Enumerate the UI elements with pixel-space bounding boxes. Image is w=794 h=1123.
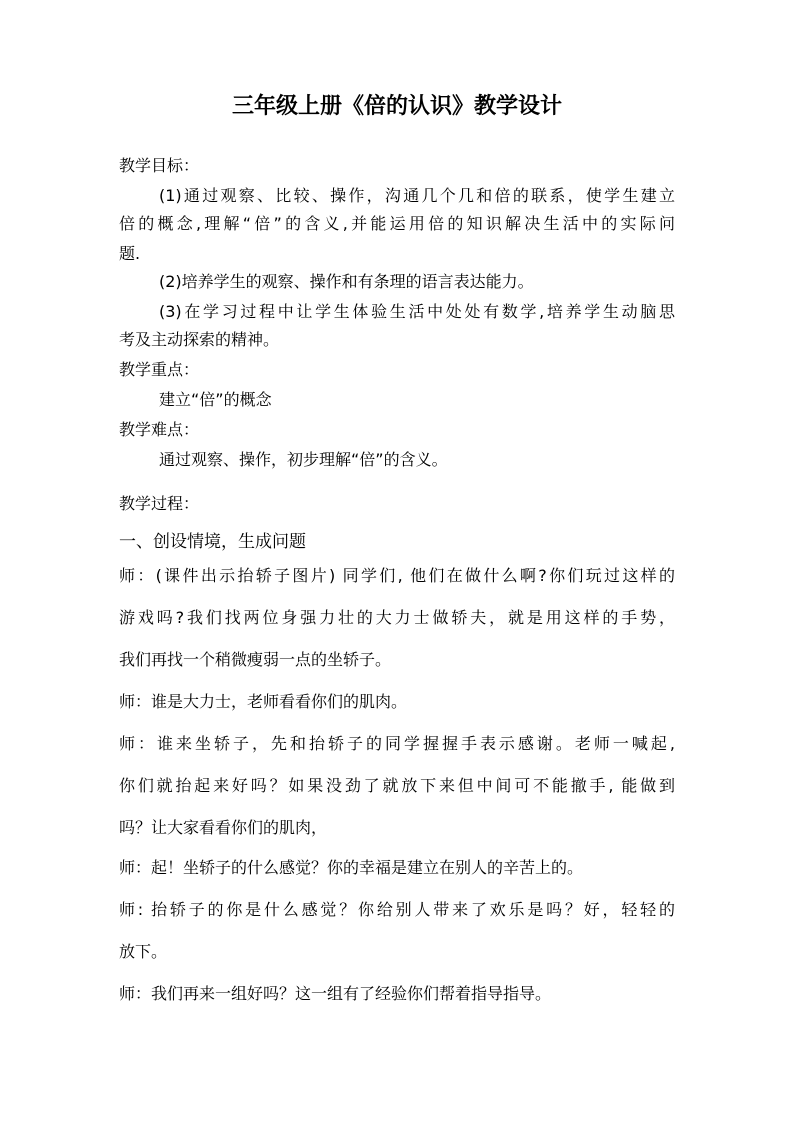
paragraph-4: 师：起！坐轿子的什么感觉？你的幸福是建立在别人的辛苦上的。 xyxy=(119,858,584,877)
objective-3-line-2: 考及主动探索的精神。 xyxy=(119,330,280,349)
objective-3-line-1: (3)在学习过程中让学生体验生活中处处有数学,培养学生动脑思 xyxy=(159,302,675,321)
paragraph-3-line-3: 吗？让大家看看你们的肌肉， xyxy=(119,818,328,837)
process-heading: 教学过程： xyxy=(119,494,200,513)
paragraph-3-line-2: 你们就抬起来好吗？如果没劲了就放下来但中间可不能撤手, 能做到 xyxy=(119,776,675,795)
difficulty-heading: 教学难点： xyxy=(119,420,200,439)
paragraph-1-line-3: 我们再找一个稍微瘦弱一点的坐轿子。 xyxy=(119,650,392,669)
key-point-text: 建立“倍”的概念 xyxy=(159,390,272,409)
paragraph-1-line-2: 游戏吗?我们找两位身强力壮的大力士做轿夫，就是用这样的手势， xyxy=(119,608,675,627)
objective-2: (2)培养学生的观察、操作和有条理的语言表达能力。 xyxy=(159,272,534,291)
paragraph-5-line-2: 放下。 xyxy=(119,942,168,961)
objectives-heading: 教学目标： xyxy=(119,156,200,175)
objective-1-line-3: 题. xyxy=(119,244,141,263)
key-point-heading: 教学重点： xyxy=(119,360,200,379)
document-title: 三年级上册《倍的认识》教学设计 xyxy=(231,94,562,119)
paragraph-2: 师：谁是大力士，老师看看你们的肌肉。 xyxy=(119,692,408,711)
paragraph-3-line-1: 师：谁来坐轿子，先和抬轿子的同学握握手表示感谢。老师一喊起, xyxy=(119,734,675,753)
paragraph-5-line-1: 师: 抬轿子的你是什么感觉？你给别人带来了欢乐是吗？好，轻轻的 xyxy=(119,900,675,919)
objective-1-line-2: 倍的概念,理解“倍”的含义,并能运用倍的知识解决生活中的实际问 xyxy=(119,214,675,233)
difficulty-text: 通过观察、操作，初步理解“倍”的含义。 xyxy=(159,450,448,469)
objective-1-line-1: (1)通过观察、比较、操作，沟通几个几和倍的联系，使学生建立 xyxy=(159,186,675,205)
paragraph-6: 师：我们再来一组好吗？这一组有了经验你们帮着指导指导。 xyxy=(119,984,552,1003)
paragraph-1-line-1: 师：(课件出示抬轿子图片) 同学们, 他们在做什么啊?你们玩过这样的 xyxy=(119,566,675,585)
section-1-heading: 一、创设情境，生成问题 xyxy=(119,532,306,552)
